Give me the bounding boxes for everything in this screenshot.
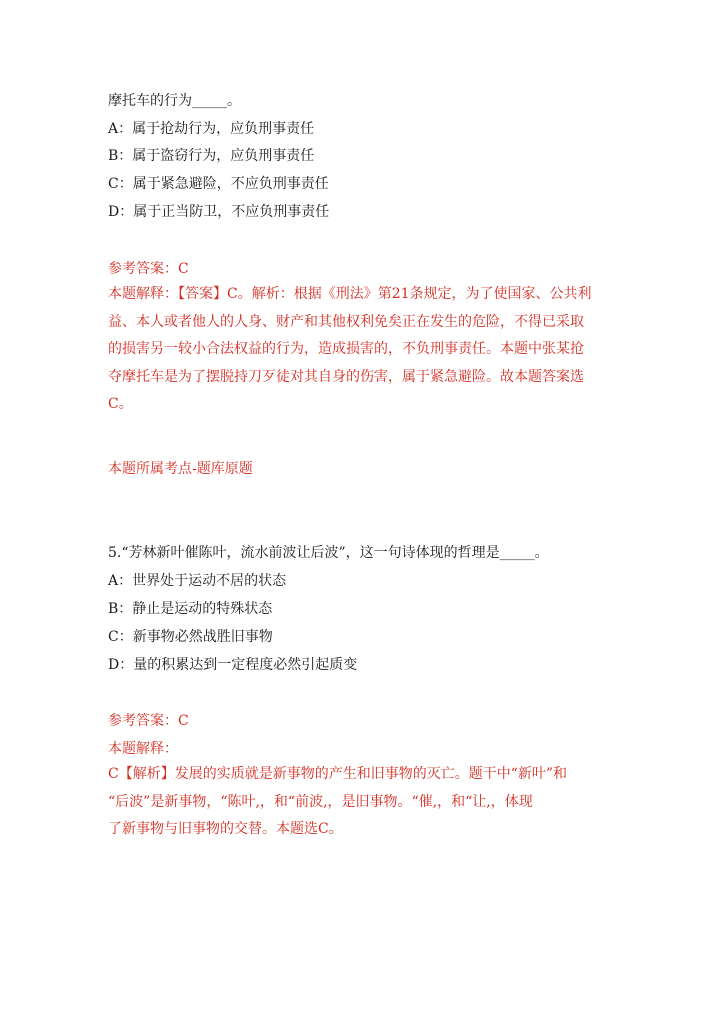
- q5-explanation-line: 了新事物与旧事物的交替。本题选C。: [108, 821, 343, 837]
- q4-explanation-line: 夺摩托车是为了摆脱持刀歹徒对其自身的伤害，属于紧急避险。故本题答案选: [108, 368, 584, 385]
- q4-option-d: D：属于正当防卫，不应负刑事责任: [108, 204, 330, 220]
- q4-option-b: B：属于盗窃行为，应负刑事责任: [108, 148, 315, 164]
- q5-option-d: D：量的积累达到一定程度必然引起质变: [108, 657, 358, 673]
- q4-stem-tail: 摩托车的行为_____。: [108, 93, 241, 109]
- q4-explanation-line: 本题解释：【答案】C。解析：根据《刑法》第21条规定，为了使国家、公共利: [108, 286, 592, 302]
- q4-option-c: C：属于紧急避险，不应负刑事责任: [108, 176, 329, 192]
- q5-explanation-line: C【解析】发展的实质就是新事物的产生和旧事物的灭亡。题干中“新叶”和: [108, 766, 568, 782]
- q5-explanation-label: 本题解释：: [108, 741, 178, 757]
- q4-explanation-line: C。: [108, 396, 133, 412]
- q5-explanation-line: “后波”是新事物，“陈叶,，和“前波,，是旧事物。“催,，和“让,，体现: [108, 793, 533, 810]
- q5-stem: 5.“芳林新叶催陈叶，流水前波让后波”，这一句诗体现的哲理是_____。: [108, 545, 549, 561]
- q5-explanation: [108, 761, 614, 844]
- q5-option-a: A：世界处于运动不居的状态: [108, 573, 287, 589]
- q5-option-c: C：新事物必然战胜旧事物: [108, 629, 273, 645]
- q4-explanation-line: 的损害另一较小合法权益的行为，造成损害的，不负刑事责任。本题中张某抢: [108, 341, 584, 357]
- q4-option-a: A：属于抢劫行为，应负刑事责任: [108, 121, 315, 137]
- q4-source: 本题所属考点-题库原题: [108, 461, 253, 477]
- q5-option-b: B：静止是运动的特殊状态: [108, 601, 273, 617]
- q4-answer: 参考答案：C: [108, 261, 189, 277]
- q4-explanation-line: 益、本人或者他人的人身、财产和其他权利免矣正在发生的危险，不得已采取: [108, 313, 584, 330]
- q5-answer: 参考答案：C: [108, 713, 189, 729]
- q4-explanation: [108, 281, 614, 419]
